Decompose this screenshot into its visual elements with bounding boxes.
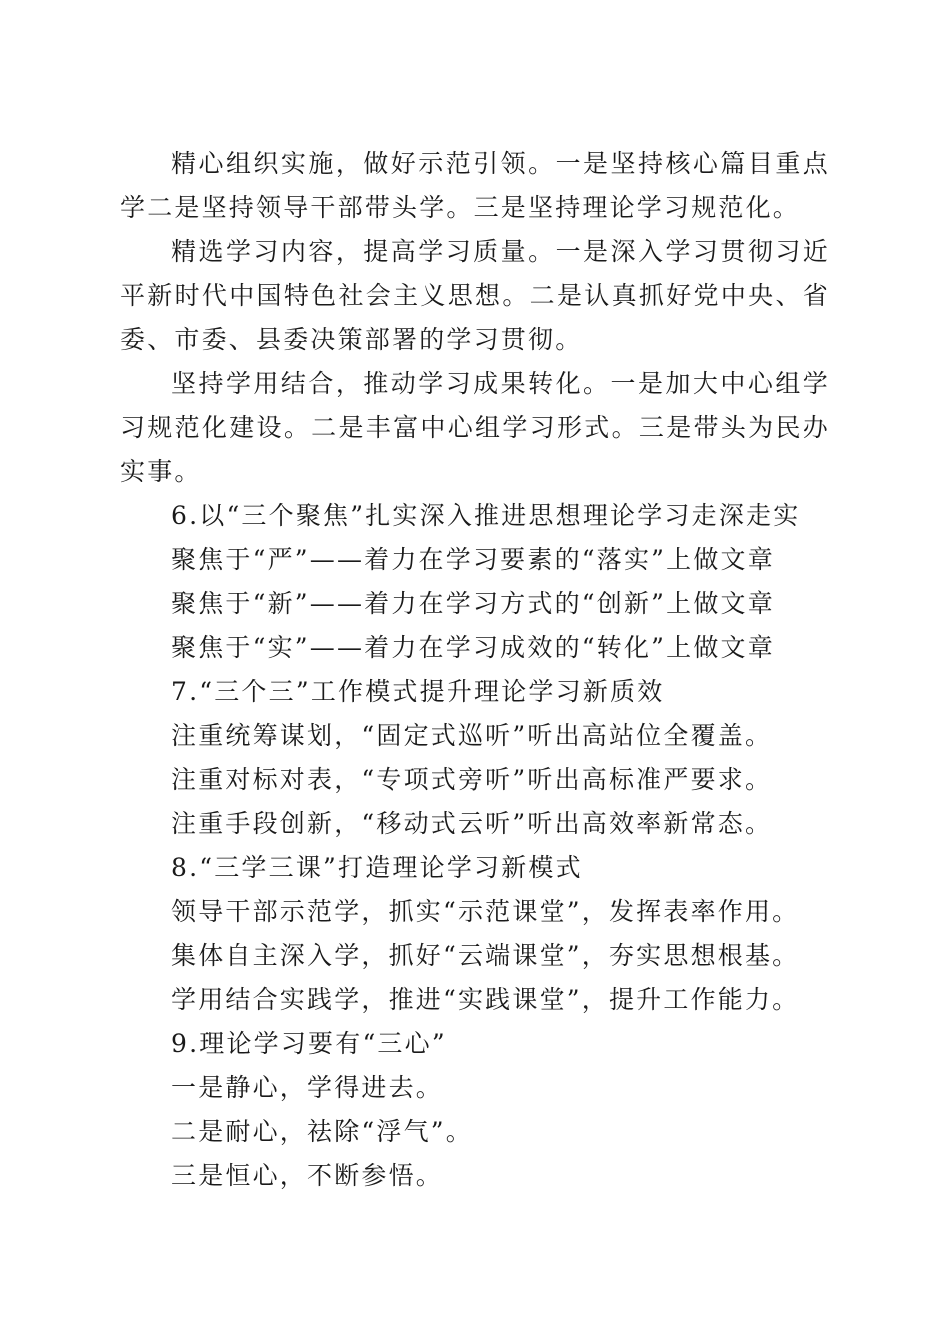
section-7-item: 注重统筹谋划，“固定式巡听”听出高站位全覆盖。 xyxy=(171,721,773,750)
section-9-item: 一是静心，学得进去。 xyxy=(171,1073,444,1102)
section-6-item: 聚焦于“新”——着力在学习方式的“创新”上做文章 xyxy=(171,589,775,618)
section-8-heading: 8.“三学三课”打造理论学习新模式 xyxy=(171,853,583,882)
section-7-heading: 7.“三个三”工作模式提升理论学习新质效 xyxy=(171,677,665,706)
section-9-heading: 9.理论学习要有“三心” xyxy=(171,1029,447,1058)
section-6-heading: 6.以“三个聚焦”扎实深入推进思想理论学习走深走实 xyxy=(171,501,801,530)
section-6-item: 聚焦于“严”——着力在学习要素的“落实”上做文章 xyxy=(171,545,775,574)
intro-paragraph-3: 坚持学用结合，推动学习成果转化。一是加大中心组学习规范化建设。二是丰富中心组学习形式。三是带头为民办实事。 xyxy=(120,369,830,486)
section-7-item: 注重手段创新，“移动式云听”听出高效率新常态。 xyxy=(171,809,773,838)
section-8-item: 学用结合实践学，推进“实践课堂”，提升工作能力。 xyxy=(171,985,800,1014)
section-9-item: 三是恒心，不断参悟。 xyxy=(171,1161,444,1190)
section-8-item: 领导干部示范学，抓实“示范课堂”，发挥表率作用。 xyxy=(171,897,800,926)
section-8-item: 集体自主深入学，抓好“云端课堂”，夯实思想根基。 xyxy=(171,941,800,970)
section-7-item: 注重对标对表，“专项式旁听”听出高标准严要求。 xyxy=(171,765,773,794)
document-body xyxy=(120,142,830,1198)
section-6-item: 聚焦于“实”——着力在学习成效的“转化”上做文章 xyxy=(171,633,775,662)
intro-paragraph-2: 精选学习内容，提高学习质量。一是深入学习贯彻习近平新时代中国特色社会主义思想。二是认真抓好党中央、省委、市委、县委决策部署的学习贯彻。 xyxy=(120,237,830,354)
intro-paragraph-1: 精心组织实施，做好示范引领。一是坚持核心篇目重点学二是坚持领导干部带头学。三是坚持理论学习规范化。 xyxy=(120,149,830,222)
section-9-item: 二是耐心，祛除“浮气”。 xyxy=(171,1117,473,1146)
